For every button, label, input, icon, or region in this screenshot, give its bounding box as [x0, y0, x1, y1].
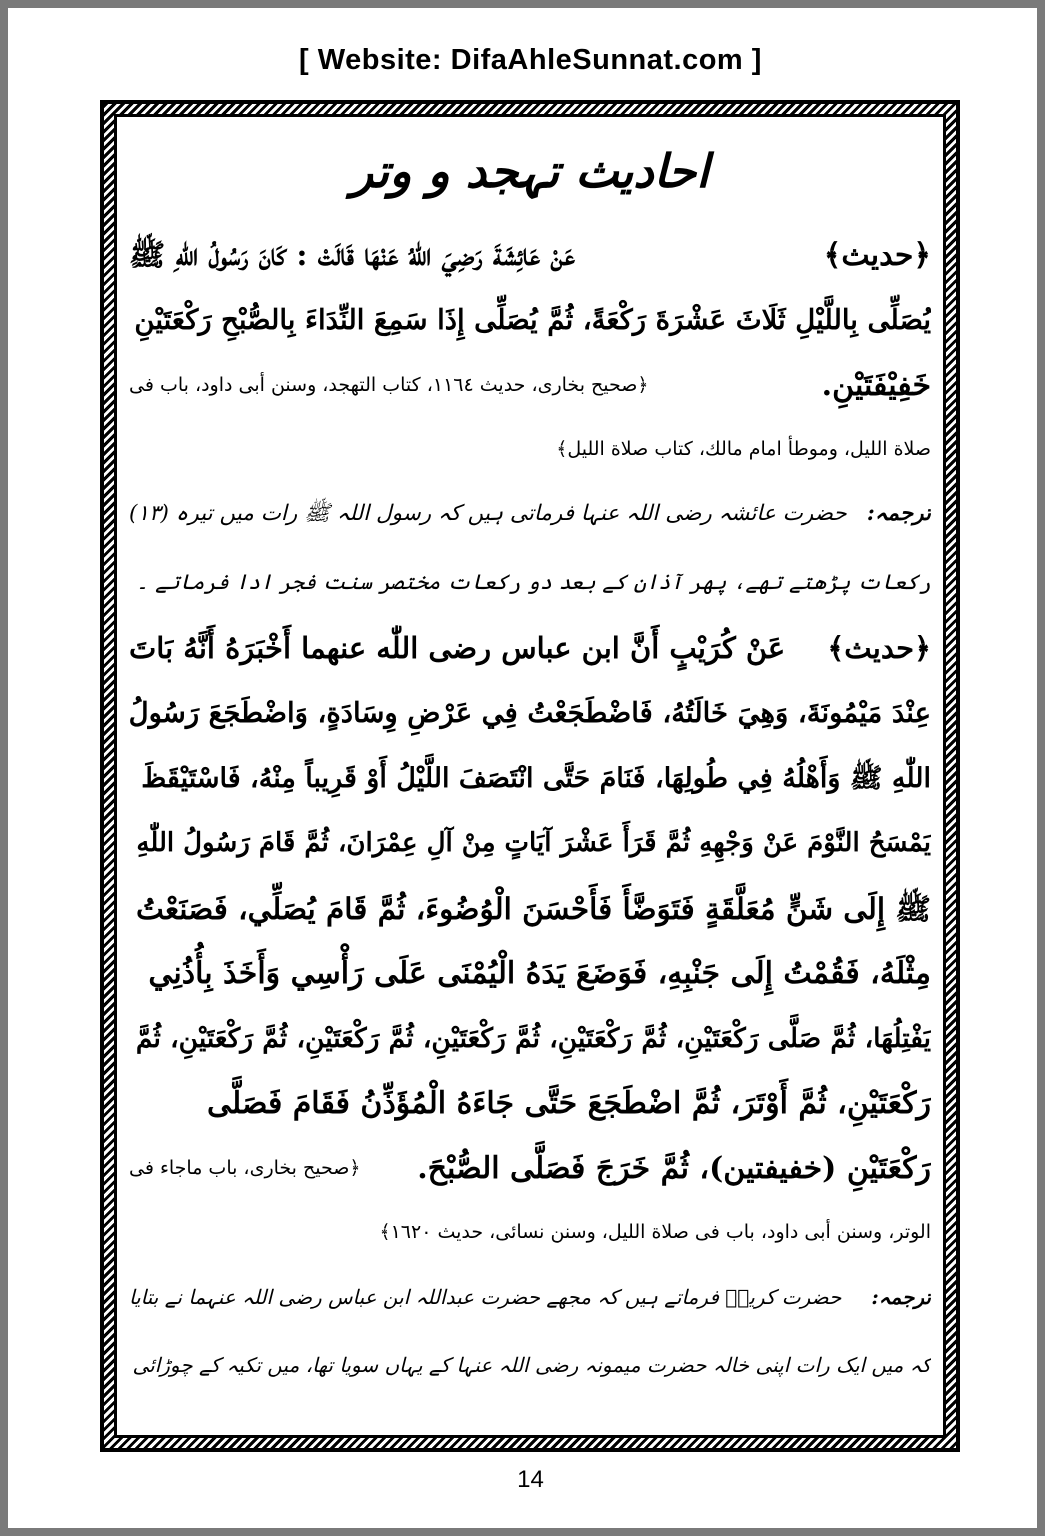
hadith-text: رَكْعَتَيْنِ (خفيفتين)، ثُمَّ خَرَجَ فَصَلَّى الصُّبْحَ. — [417, 1151, 931, 1186]
hadith-text: رَكْعَتَيْنِ، ثُمَّ أَوْتَرَ، ثُمَّ اضْطَجَعَ حَتَّى جَاءَهُ الْمُؤَذِّنُ فَقَامَ فَصَلَّى — [207, 1086, 931, 1121]
translation-1 — [129, 480, 931, 616]
hadith-1 — [129, 223, 931, 480]
hadith-text: عَنْ كُرَيْبٍ أَنَّ ابن عباس رضى اللّٰه عنهما أَخْبَرَهُ أَنَّهُ بَاتَ — [129, 631, 786, 665]
reference-text: ﴿صحيح بخارى، باب ماجاء فى — [129, 1157, 361, 1179]
translation-text: حضرت عائشہ رضی اللہ عنہا فرماتی ہیں کہ رسول اللہ ﷺ رات میں تیرہ (۱۳) — [129, 501, 847, 526]
hadith-text: اللّٰهِ ﷺ وَأَهْلُهُ فِي طُولِهَا، فَنَامَ حَتَّى انْتَصَفَ اللَّيْلُ أَوْ قَرِيباً مِنْهُ، فَاسْتَيْقَظَ — [141, 763, 931, 794]
frame-inner — [114, 114, 946, 1438]
hadith-text: ﷺ إِلَى شَنٍّ مُعَلَّقَةٍ فَتَوَضَّأَ فَأَحْسَنَ الْوُضُوءَ، ثُمَّ قَامَ يُصَلِّي، فَصَنَعْتُ — [136, 891, 931, 926]
hadith-2-line-5 — [129, 876, 931, 941]
hadith-1-reference — [129, 418, 931, 480]
translation-label: ترجمہ: — [866, 501, 931, 526]
hadith-1-line-3 — [129, 353, 931, 418]
hadith-2-line-1 — [129, 616, 931, 681]
translation-1-line-1 — [129, 480, 931, 548]
translation-2-line-1 — [129, 1263, 931, 1331]
hadith-text: خَفِيْفَتَيْنِ. — [821, 368, 931, 403]
hadith-2-line-6 — [129, 941, 931, 1006]
hadith-text: يَمْسَحُ النَّوْمَ عَنْ وَجْهِهِ ثُمَّ قَرَأَ عَشْرَ آيَاتٍ مِنْ آلِ عِمْرَانَ، ثُمَّ قَامَ رَسُولُ اللّٰهِ — [136, 828, 931, 858]
translation-text: کہ میں ایک رات اپنی خالہ حضرت میمونہ رضی اللہ عنہا کے یہاں سویا تھا، میں تکیہ کے چوڑائی — [132, 1353, 931, 1377]
translation-2-line-2 — [129, 1331, 931, 1399]
website-header[interactable]: [ Website: DifaAhleSunnat.com ] — [299, 44, 762, 76]
hadith-1-line-2 — [129, 288, 931, 353]
hadith-text: عَنْ عَائِشَةَ رَضِيَ اللّٰهُ عَنْهَا قَالَتْ : كَانَ رَسُولُ اللّٰهِ ﷺ — [129, 238, 575, 273]
reference-text: صلاة الليل، وموطأ امام مالك، كتاب صلاة الليل﴾ — [556, 438, 931, 460]
hadith-text: يَفْتِلُهَا، ثُمَّ صَلَّى رَكْعَتَيْنِ، ثُمَّ رَكْعَتَيْنِ، ثُمَّ رَكْعَتَيْنِ، ثُمَّ رَكْعَتَيْنِ، ثُمَّ رَكْعَتَيْنِ، ثُمَّ — [135, 1023, 931, 1054]
translation-text: رکعات پڑھتے تھے، پھر آذان کے بعد دو رکعات مختصر سنت فجر ادا فرماتے ۔ — [136, 570, 931, 594]
translation-1-line-2 — [129, 548, 931, 616]
translation-text: حضرت کریبؒ فرماتے ہیں کہ مجھے حضرت عبداللہ ابن عباس رضی اللہ عنہما نے بتایا — [129, 1285, 842, 1309]
hadith-text: عِنْدَ مَيْمُونَةَ، وَهِيَ خَالَتُهُ، فَاضْطَجَعْتُ فِي عَرْضِ وِسَادَةٍ، وَاضْطَجَعَ رَسُولُ — [129, 697, 931, 729]
translation-2 — [129, 1263, 931, 1399]
hadith-2-line-9 — [129, 1136, 931, 1201]
page-number: 14 — [517, 1466, 544, 1493]
hadith-2-line-7 — [129, 1006, 931, 1071]
content-area — [129, 139, 931, 1425]
hadith-2 — [129, 616, 931, 1263]
hadith-label: ﴿حدیث﴾ — [823, 238, 931, 273]
translation-label: ترجمہ: — [871, 1285, 931, 1309]
decorative-frame — [100, 100, 960, 1452]
hadith-text: مِثْلَهُ، فَقُمْتُ إِلَى جَنْبِهِ، فَوَضَعَ يَدَهُ الْيُمْنَى عَلَى رَأْسِي وَأَخَذَ بِأُذُنِي — [148, 956, 931, 991]
hadith-text: يُصَلِّى بِاللَّيْلِ ثَلَاثَ عَشْرَةَ رَكْعَةً، ثُمَّ يُصَلِّى إِذَا سَمِعَ النِّدَاءَ بِالصُّبْحِ رَكْعَتَيْنِ — [134, 304, 931, 336]
reference-text: ﴿صحيح بخارى، حديث ١١٦٤، كتاب التهجد، وسنن أبى داود، باب فى — [129, 374, 649, 396]
hadith-2-line-2 — [129, 681, 931, 746]
hadith-1-line-1 — [129, 223, 931, 288]
hadith-2-line-8 — [129, 1071, 931, 1136]
hadith-label: ﴿حدیث﴾ — [827, 631, 931, 665]
hadith-2-reference — [129, 1201, 931, 1263]
hadith-2-line-3 — [129, 746, 931, 811]
reference-text: الوتر، وسنن أبى داود، باب فى صلاة الليل، وسنن نسائى، حديث ١٦٢٠﴾ — [379, 1221, 931, 1243]
hadith-2-line-4 — [129, 811, 931, 876]
page-title: احادیث تہجد و وتر — [351, 144, 709, 198]
